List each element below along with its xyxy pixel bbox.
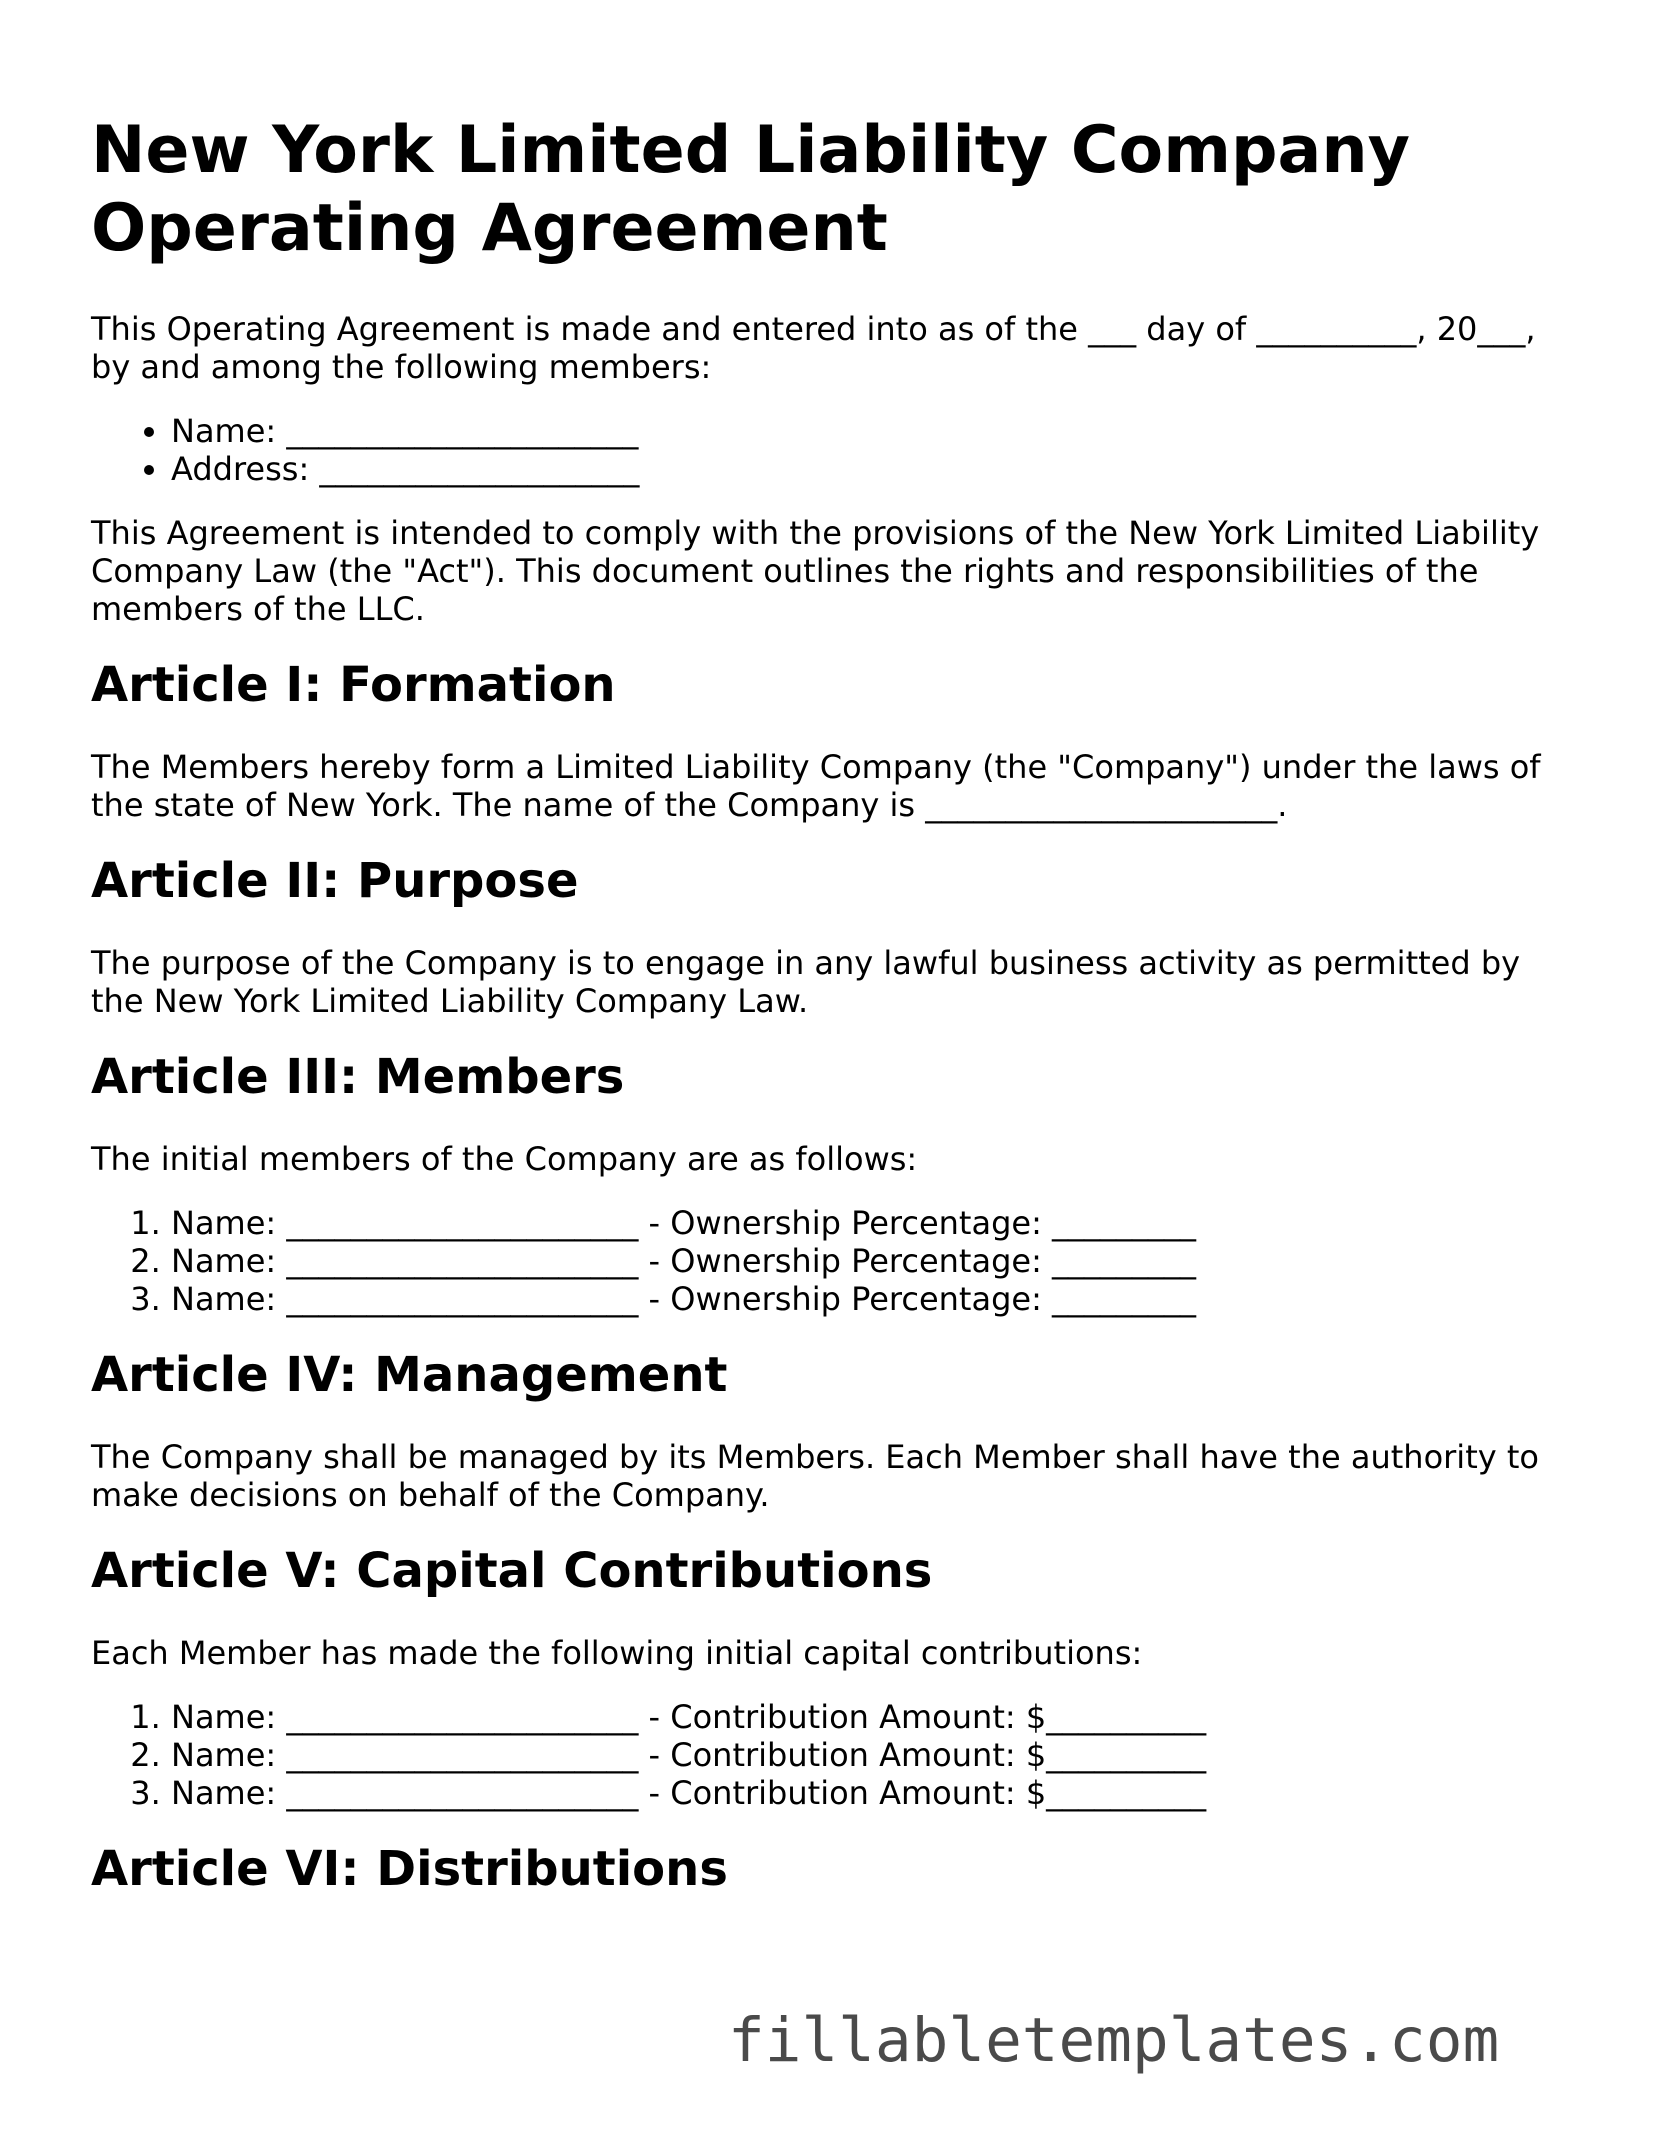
article-body-members: The initial members of the Company are as follows:: [91, 1140, 918, 1178]
contributions-list: [91, 1698, 1569, 1812]
article-heading-capital: Article V: Capital Contributions: [91, 1543, 933, 1599]
compliance-paragraph: This Agreement is intended to comply with the provisions of the New York Limited Liability Company Law (the "Act"). This document outlines the rights and responsibilities of the members of the LLC.: [91, 514, 1540, 628]
list-item: 2. Name: ______________________ - Ownership Percentage: _________: [171, 1242, 1569, 1280]
article-heading-members: Article III: Members: [91, 1049, 625, 1105]
article-body-formation: The Members hereby form a Limited Liability Company (the "Company") under the laws of the state of New York. The name of the Company is ______________________.: [91, 748, 1541, 824]
intro-paragraph: This Operating Agreement is made and entered into as of the ___ day of __________, 20___, by and among the following members:: [91, 310, 1536, 386]
article-heading-management: Article IV: Management: [91, 1347, 728, 1403]
list-item: • Name: ______________________: [171, 412, 1569, 450]
article-heading-formation: Article I: Formation: [91, 657, 616, 713]
document-title: New York Limited Liability Company Operating Agreement: [91, 113, 1410, 266]
article-heading-distributions: Article VI: Distributions: [91, 1841, 728, 1897]
document-page: [91, 112, 1569, 1932]
list-item: 1. Name: ______________________ - Ownership Percentage: _________: [171, 1204, 1569, 1242]
list-item: 3. Name: ______________________ - Ownership Percentage: _________: [171, 1280, 1569, 1318]
list-item: 2. Name: ______________________ - Contribution Amount: $__________: [171, 1736, 1569, 1774]
article-heading-purpose: Article II: Purpose: [91, 853, 579, 909]
list-item: 3. Name: ______________________ - Contribution Amount: $__________: [171, 1774, 1569, 1812]
article-body-capital: Each Member has made the following initial capital contributions:: [91, 1634, 1143, 1672]
members-list: [91, 1204, 1569, 1318]
list-item: • Address: ____________________: [171, 450, 1569, 488]
intro-member-list: [91, 412, 1569, 488]
list-item: 1. Name: ______________________ - Contribution Amount: $__________: [171, 1698, 1569, 1736]
article-body-purpose: The purpose of the Company is to engage in any lawful business activity as permitted by the New York Limited Liability Company Law.: [91, 944, 1521, 1020]
watermark: fillabletemplates.com: [728, 2005, 1500, 2076]
article-body-management: The Company shall be managed by its Members. Each Member shall have the authority to make decisions on behalf of the Company.: [91, 1438, 1539, 1514]
